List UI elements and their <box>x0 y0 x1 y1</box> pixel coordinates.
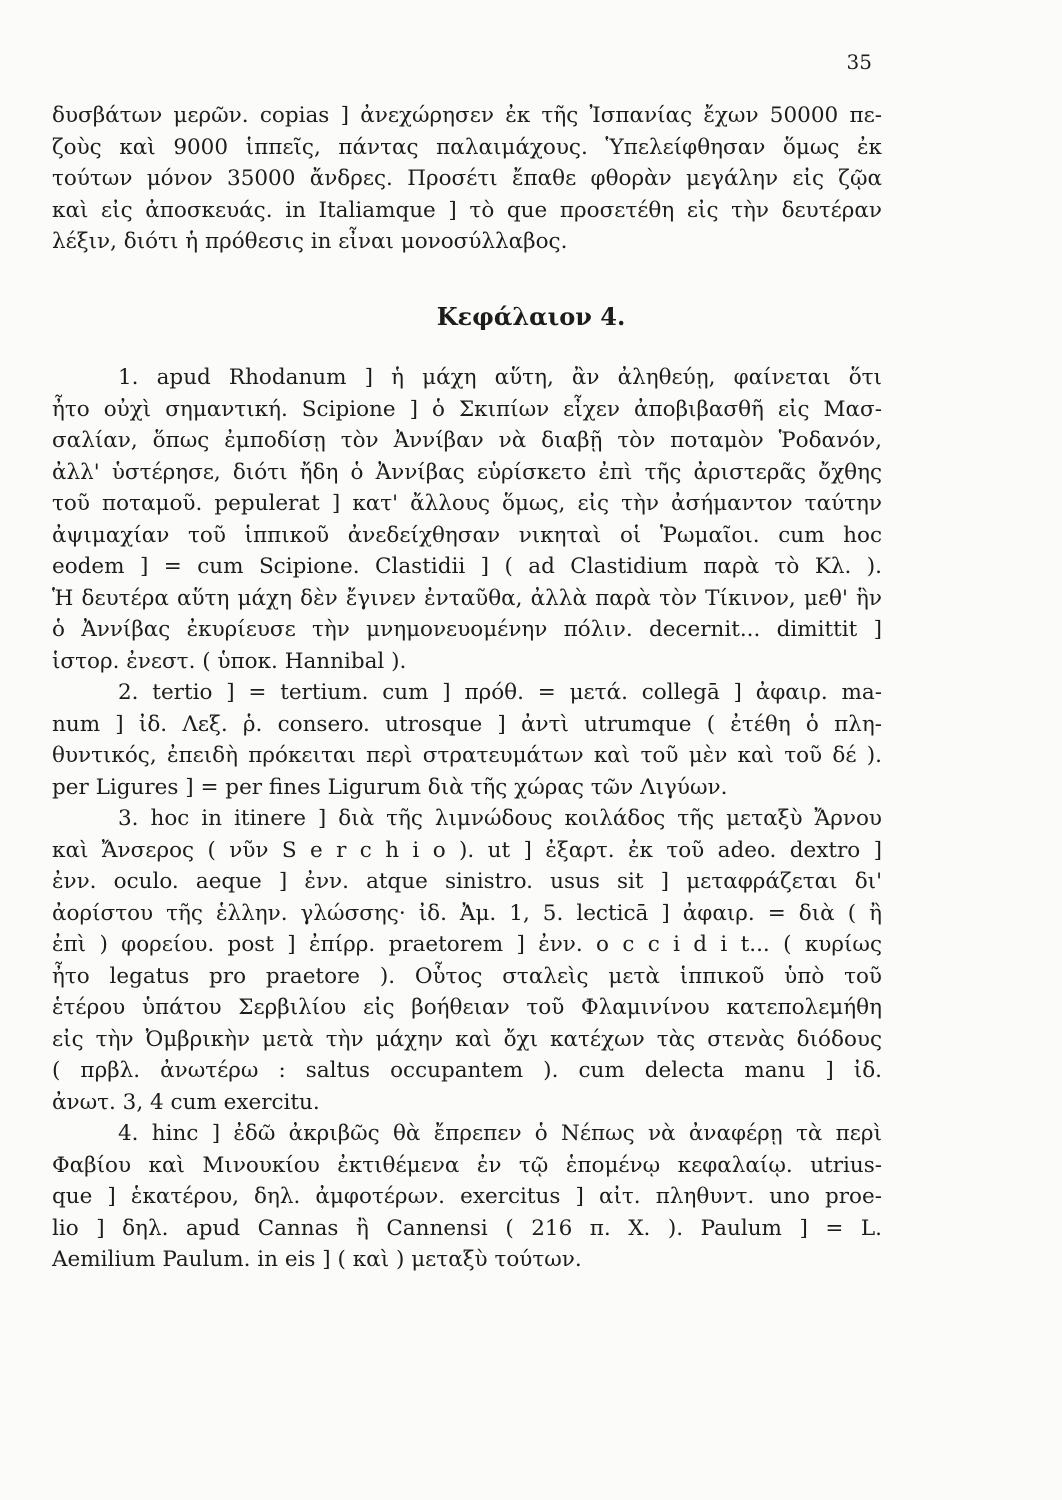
text-line: ἀορίστου τῆς ἑλλην. γλώσσης· ἰδ. Ἀμ. 1, 5. lecticā ] ἀφαιρ. = διὰ ( ἢ <box>52 900 882 926</box>
commentary-body <box>52 362 882 1276</box>
text-line: eodem ] = cum Scipione. Clastidii ] ( ad Clastidium παρὰ τὸ Κλ. ). <box>52 554 882 579</box>
text-line: que ] ἑκατέρου, δηλ. ἀμφοτέρων. exercitus ] αἰτ. πληθυντ. uno proe- <box>52 1184 882 1209</box>
intro-block <box>52 100 882 258</box>
text-line: ἑτέρου ὑπάτου Σερβιλίου εἰς βοήθειαν τοῦ Φλαμινίνου κατεπολεμήθη <box>52 995 882 1020</box>
text-line: ἀνωτ. 3, 4 cum exercitu. <box>52 1089 320 1115</box>
text-line: ζοὺς καὶ 9000 ἱππεῖς, πάντας παλαιμάχους. Ὑπελείφθησαν ὅμως ἐκ <box>52 134 882 160</box>
text-line: lio ] δηλ. apud Cannas ἢ Cannensi ( 216 π. Χ. ). Paulum ] = L. <box>52 1215 882 1241</box>
text-line: ( πρβλ. ἀνωτέρω : saltus occupantem ). cum delecta manu ] ἰδ. <box>52 1058 882 1083</box>
text-line: ἱστορ. ἐνεστ. ( ὑποκ. Hannibal ). <box>52 648 407 674</box>
paragraph-3 <box>52 803 882 1118</box>
text-line: ἐνν. oculo. aeque ] ἐνν. atque sinistro. usus sit ] μεταφράζεται δι' <box>52 869 882 894</box>
text-line: τούτων μόνον 35000 ἄνδρες. Προσέτι ἔπαθε φθορὰν μεγάλην εἰς ζῷα <box>52 166 882 191</box>
text-line: 1. apud Rhodanum ] ἡ μάχη αὕτη, ἂν ἀληθεύῃ, φαίνεται ὅτι <box>118 365 882 390</box>
text-line: ἐπὶ ) φορείου. post ] ἐπίρρ. praetorem ] ἐνν. o c c i d i t... ( κυρίως <box>52 932 882 957</box>
text-line: Aemilium Paulum. in eis ] ( καὶ ) μεταξὺ τούτων. <box>52 1247 582 1272</box>
text-line: ἦτο οὐχὶ σημαντική. Scipione ] ὁ Σκιπίων εἶχεν ἀποβιβασθῆ εἰς Μασ- <box>52 396 882 422</box>
text-line: per Ligures ] = per fines Ligurum διὰ τῆς χώρας τῶν Λιγύων. <box>52 774 728 800</box>
text-line: ἀλλ' ὑστέρησε, διότι ἤδη ὁ Ἀννίβας εὑρίσκετο ἐπὶ τῆς ἀριστερᾶς ὄχθης <box>52 459 882 485</box>
text-line: 3. hoc in itinere ] διὰ τῆς λιμνώδους κοιλάδος τῆς μεταξὺ Ἄρνου <box>118 806 882 831</box>
paragraph-2 <box>52 677 882 803</box>
text-line: τοῦ ποταμοῦ. pepulerat ] κατ' ἄλλους ὅμως, εἰς τὴν ἀσήμαντον ταύτην <box>52 491 882 516</box>
paragraph-4 <box>52 1118 882 1276</box>
text-line: καὶ εἰς ἀποσκευάς. in Italiamque ] τὸ que προσετέθη εἰς τὴν δευτέραν <box>52 197 882 223</box>
paragraph-1 <box>52 362 882 677</box>
text-line: ἦτο legatus pro praetore ). Οὗτος σταλεὶς μετὰ ἱππικοῦ ὑπὸ τοῦ <box>52 963 882 989</box>
text-line: 4. hinc ] ἐδῶ ἀκριβῶς θὰ ἔπρεπεν ὁ Νέπως νὰ ἀναφέρῃ τὰ περὶ <box>118 1121 882 1146</box>
text-line: σαλίαν, ὅπως ἐμποδίσῃ τὸν Ἀννίβαν νὰ διαβῇ τὸν ποταμὸν Ῥοδανόν, <box>52 428 882 453</box>
text-line: 2. tertio ] = tertium. cum ] πρόθ. = μετά. collegā ] ἀφαιρ. ma- <box>118 680 882 705</box>
page-number: 35 <box>846 50 872 74</box>
chapter-heading: Κεφάλαιον 4. <box>436 302 626 331</box>
text-line: θυντικός, ἐπειδὴ πρόκειται περὶ στρατευμάτων καὶ τοῦ μὲν καὶ τοῦ δέ ). <box>52 743 882 768</box>
text-line: δυσβάτων μερῶν. copias ] ἀνεχώρησεν ἐκ τῆς Ἰσπανίας ἔχων 50000 πε- <box>52 103 882 128</box>
text-line: ἀψιμαχίαν τοῦ ἱππικοῦ ἀνεδείχθησαν νικηταὶ οἱ Ῥωμαῖοι. cum hoc <box>52 522 882 548</box>
text-line: λέξιν, διότι ἡ πρόθεσις in εἶναι μονοσύλλαβος. <box>52 229 568 254</box>
text-line: εἰς τὴν Ὀμβρικὴν μετὰ τὴν μάχην καὶ ὄχι κατέχων τὰς στενὰς διόδους <box>52 1026 882 1052</box>
text-line: καὶ Ἄνσερος ( νῦν S e r c h i o ). ut ] ἐξαρτ. ἐκ τοῦ adeo. dextro ] <box>52 837 882 863</box>
text-line: ὁ Ἀννίβας ἐκυρίευσε τὴν μνημονευομένην πόλιν. decernit... dimittit ] <box>52 617 882 642</box>
text-line: Φαβίου καὶ Μινουκίου ἐκτιθέμενα ἐν τῷ ἑπομένῳ κεφαλαίῳ. utrius- <box>52 1152 882 1178</box>
text-line: Ἡ δευτέρα αὕτη μάχη δὲν ἔγινεν ἐνταῦθα, ἀλλὰ παρὰ τὸν Τίκινον, μεθ' ἣν <box>52 585 882 611</box>
text-line: num ] ἰδ. Λεξ. ῥ. consero. utrosque ] ἀντὶ utrumque ( ἐτέθη ὁ πλη- <box>52 711 882 737</box>
